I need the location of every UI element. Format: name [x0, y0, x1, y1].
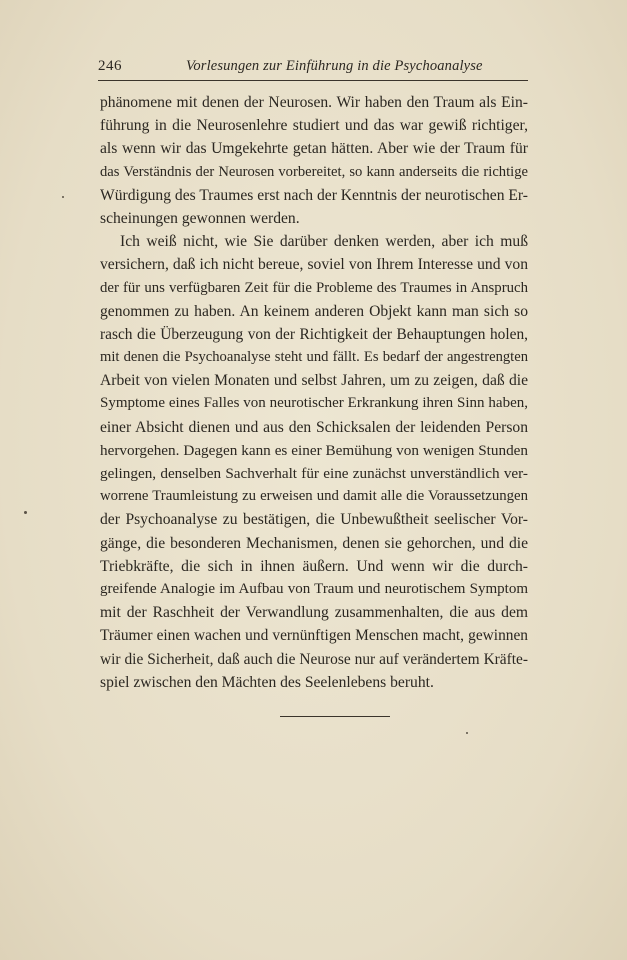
text-line: führung in die Neurosenlehre studiert und das war gewiß richtiger, — [100, 117, 528, 135]
text-line: der für uns verfügbaren Zeit für die Probleme des Traumes in Anspruch — [100, 279, 528, 296]
header-rule — [98, 80, 528, 81]
running-title: Vorlesungen zur Einführung in die Psychoanalyse — [186, 58, 483, 74]
text-line: gelingen, denselben Sachverhalt für eine zunächst unverständlich ver- — [100, 465, 528, 482]
text-line: mit denen die Psychoanalyse steht und fällt. Es bedarf der angestrengten — [100, 349, 528, 366]
text-line: das Verständnis der Neurosen vorbereitet, so kann anderseits die richtige — [100, 163, 528, 180]
page-header — [98, 58, 528, 78]
text-line: Würdigung des Traumes erst nach der Kenntnis der neurotischen Er- — [100, 186, 528, 204]
body-text — [100, 91, 528, 694]
text-line: Träumer einen wachen und vernünftigen Menschen macht, gewinnen — [100, 627, 528, 645]
text-line: greifende Analogie im Aufbau von Traum und neurotischem Symptom — [100, 580, 528, 597]
section-divider — [280, 716, 390, 717]
text-line: gänge, die besonderen Mechanismen, denen sie gehorchen, und die — [100, 534, 528, 552]
text-line: versichern, daß ich nicht bereue, soviel von Ihrem Interesse und von — [100, 256, 528, 274]
print-speck — [62, 196, 64, 198]
text-line: als wenn wir das Umgekehrte getan hätten. Aber wie der Traum für — [100, 140, 528, 158]
text-line: phänomene mit denen der Neurosen. Wir haben den Traum als Ein- — [100, 94, 528, 111]
text-line: einer Absicht dienen und aus den Schicksalen der leidenden Person — [100, 418, 528, 436]
text-line: spiel zwischen den Mächten des Seelenlebens beruht. — [100, 673, 434, 691]
text-line: wir die Sicherheit, daß auch die Neurose nur auf verändertem Kräfte- — [100, 650, 528, 668]
text-line: rasch die Überzeugung von der Richtigkeit der Behauptungen holen, — [100, 325, 528, 343]
text-line: scheinungen gewonnen werden. — [100, 209, 300, 227]
text-line: Symptome eines Falles von neurotischer Erkrankung ihren Sinn haben, — [100, 395, 528, 412]
text-line: genommen zu haben. An keinem anderen Objekt kann man sich so — [100, 302, 528, 320]
text-line: mit der Raschheit der Verwandlung zusammenhalten, die aus dem — [100, 604, 528, 622]
text-line: worrene Traumleistung zu erweisen und damit alle die Voraussetzungen — [100, 488, 528, 505]
page-number: 246 — [98, 58, 122, 74]
text-line: Ich weiß nicht, wie Sie darüber denken werden, aber ich muß — [120, 233, 528, 251]
text-line: Arbeit von vielen Monaten und selbst Jahren, um zu zeigen, daß die — [100, 372, 528, 390]
text-line: Triebkräfte, die sich in ihnen äußern. Und wenn wir die durch- — [100, 557, 528, 575]
print-speck — [24, 511, 27, 514]
text-line: der Psychoanalyse zu bestätigen, die Unbewußtheit seelischer Vor- — [100, 511, 528, 529]
text-line: hervorgehen. Dagegen kann es einer Bemühung von wenigen Stunden — [100, 441, 528, 459]
print-speck — [466, 732, 468, 734]
